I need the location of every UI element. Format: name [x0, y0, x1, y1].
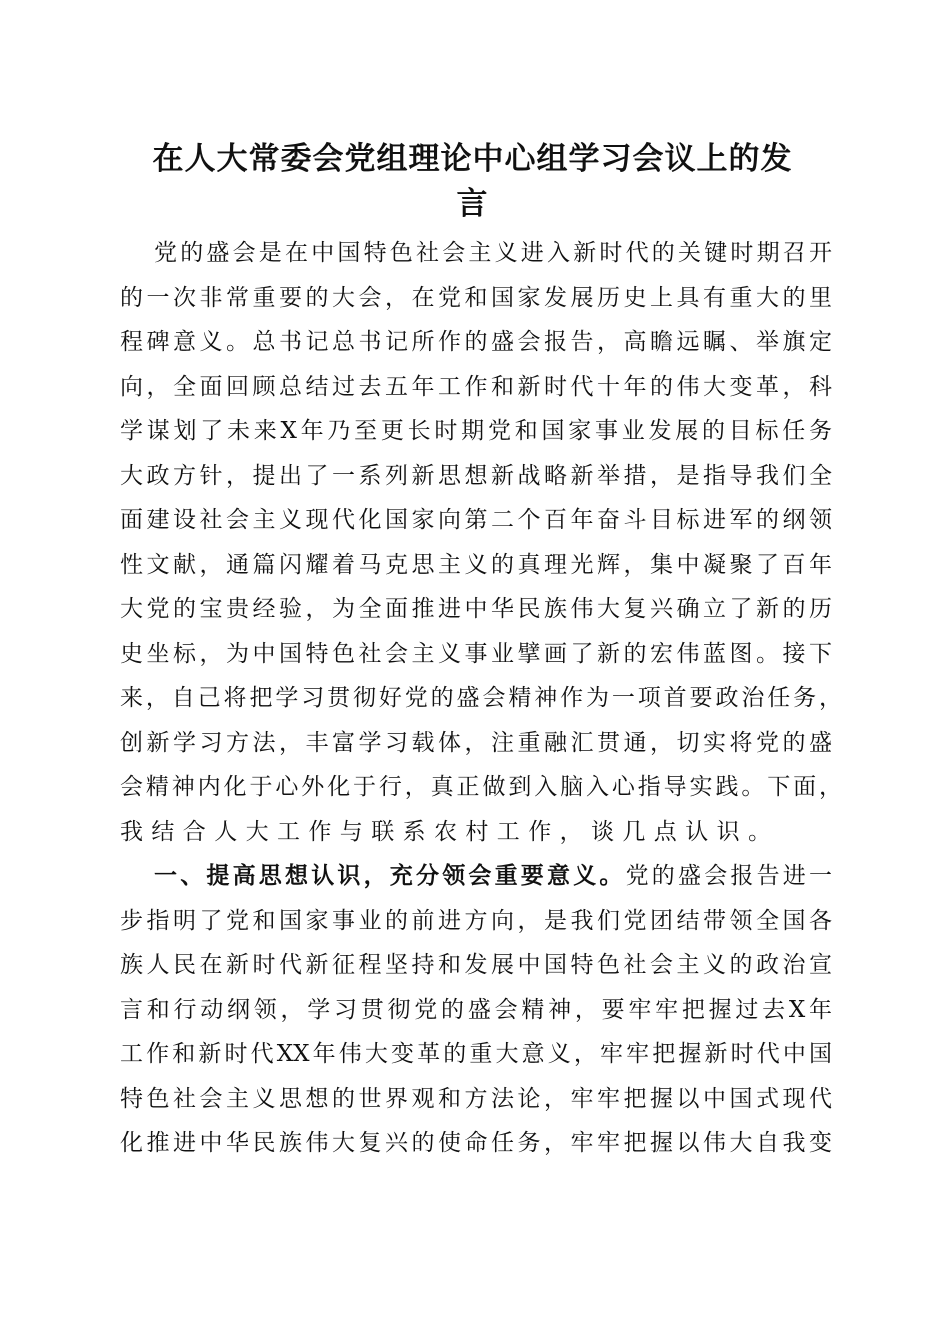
document-body — [120, 231, 842, 1166]
text-line: 言和行动纲领，学习贯彻党的盛会精神，要牢牢把握过去X年 — [120, 996, 832, 1023]
text-line: 我结合人大工作与联系农村工作，谈几点认识。 — [120, 818, 780, 845]
text-line: 创新学习方法，丰富学习载体，注重融汇贯通，切实将党的盛 — [120, 729, 832, 756]
text-line: 程碑意义。总书记总书记所作的盛会报告，高瞻远瞩、举旗定 — [120, 329, 832, 355]
text-line: 大党的宝贵经验，为全面推进中华民族伟大复兴确立了新的历 — [120, 596, 832, 622]
text-line: 来，自己将把学习贯彻好党的盛会精神作为一项首要政治任务， — [120, 685, 842, 711]
text-line: 族人民在新时代新征程坚持和发展中国特色社会主义的政治宣 — [120, 952, 832, 978]
text-line: 会精神内化于心外化于行，真正做到入脑入心指导实践。下面， — [120, 774, 842, 800]
text-line: 大政方针，提出了一系列新思想新战略新举措，是指导我们全 — [120, 462, 832, 489]
text-line: 特色社会主义思想的世界观和方法论，牢牢把握以中国式现代 — [120, 1085, 832, 1112]
text-line: 史坐标，为中国特色社会主义事业擘画了新的宏伟蓝图。接下 — [120, 640, 832, 667]
text-line: 步指明了党和国家事业的前进方向，是我们党团结带领全国各 — [120, 907, 832, 934]
text-line: 性文献，通篇闪耀着马克思主义的真理光辉，集中凝聚了百年 — [120, 551, 832, 578]
text-line: 向，全面回顾总结过去五年工作和新时代十年的伟大变革，科 — [120, 373, 832, 400]
text-line: 学谋划了未来X年乃至更长时期党和国家事业发展的目标任务 — [120, 418, 832, 444]
paragraph-section-one — [120, 854, 832, 1166]
section-heading: 一、提高思想认识，充分领会重要意义。 — [154, 862, 626, 889]
text-line: 的一次非常重要的大会，在党和国家发展历史上具有重大的里 — [120, 284, 832, 311]
document-title-line-1: 在人大常委会党组理论中心组学习会议上的发 — [152, 141, 793, 177]
text-line — [120, 854, 832, 899]
paragraph-intro — [120, 231, 842, 854]
text-line: 工作和新时代XX年伟大变革的重大意义，牢牢把握新时代中国 — [120, 1041, 832, 1067]
text-line: 党的盛会是在中国特色社会主义进入新时代的关键时期召开 — [154, 240, 832, 266]
document-title-line-2: 言 — [456, 186, 489, 222]
text-line: 面建设社会主义现代化国家向第二个百年奋斗目标进军的纲领 — [120, 507, 832, 533]
text-run: 党的盛会报告进一 — [625, 863, 833, 889]
text-line: 化推进中华民族伟大复兴的使命任务，牢牢把握以伟大自我变 — [120, 1130, 832, 1156]
